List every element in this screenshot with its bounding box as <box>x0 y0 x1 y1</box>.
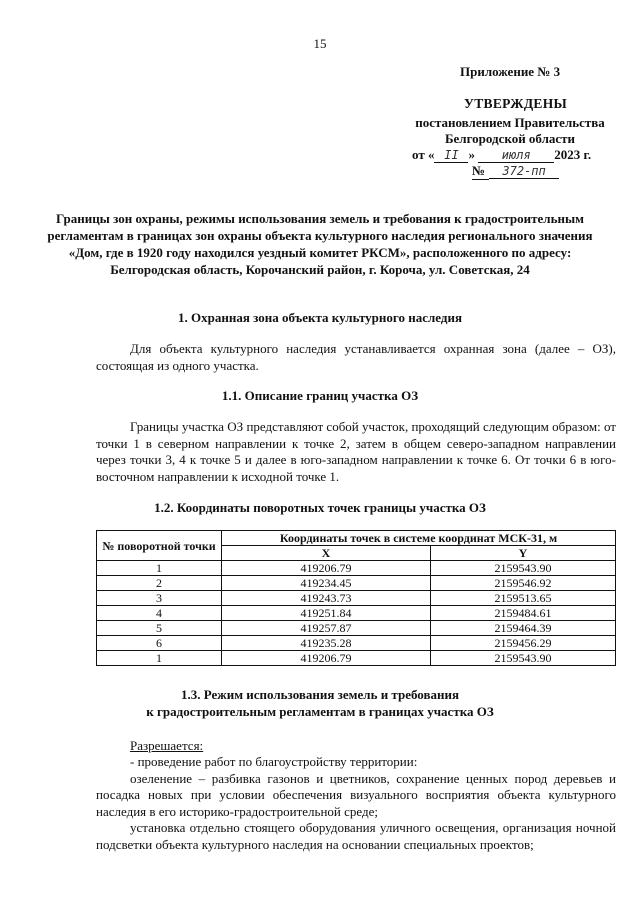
cell-y: 2159456.29 <box>431 636 616 651</box>
cell-y: 2159543.90 <box>431 651 616 666</box>
permitted-item: установка отдельно стоящего оборудования уличного освещения, организация ночной подсветки объекта культурного наследия на основании специальных проектов; <box>96 820 616 852</box>
number-value: 372-пп <box>489 164 559 179</box>
approval-number <box>472 163 559 180</box>
date-month: июля <box>478 148 554 163</box>
page-number: 15 <box>313 36 327 51</box>
permitted-label: Разрешается: <box>130 738 204 753</box>
date-day: II <box>434 148 468 163</box>
cell-x: 419257.87 <box>222 621 431 636</box>
table-row <box>97 621 616 636</box>
cell-n: 1 <box>97 651 222 666</box>
permitted-item: озеленение – разбивка газонов и цветников, сохранение ценных пород деревьев и посадка новых при условии обеспечения визуального восприятия объекта культурного наследия в его историко-градостроительной среде; <box>96 770 616 819</box>
approval-title: УТВЕРЖДЕНЫ <box>464 96 568 111</box>
cell-y: 2159546.92 <box>431 576 616 591</box>
permitted-item: - проведение работ по благоустройству территории: <box>130 754 418 769</box>
approval-date <box>412 147 591 163</box>
table-row <box>97 651 616 666</box>
section-1-text: Для объекта культурного наследия устанавливается охранная зона (далее – ОЗ), состоящая из одного участка. <box>96 341 616 373</box>
cell-n: 5 <box>97 621 222 636</box>
cell-y: 2159484.61 <box>431 606 616 621</box>
table-row <box>97 576 616 591</box>
cell-x: 419206.79 <box>222 651 431 666</box>
table-row <box>97 636 616 651</box>
header-x: X <box>222 546 431 561</box>
cell-y: 2159543.90 <box>431 561 616 576</box>
date-mid: » <box>468 147 475 162</box>
header-y: Y <box>431 546 616 561</box>
date-year: 2023 г. <box>554 147 592 162</box>
section-1-3-heading-line-2: к градостроительным регламентам в границах участка ОЗ <box>146 704 494 719</box>
cell-x: 419235.28 <box>222 636 431 651</box>
section-1-1-text: Границы участка ОЗ представляют собой участок, проходящий следующим образом: от точки 1 в северном направлении к точке 2, затем в общем северо-западном направлении через точки 3, 4 к точке 5 и далее в юго-западном направлении к точке 6. От точки 6 в юго-восточном направлении к исходной точке 1. <box>96 419 616 484</box>
coordinates-table <box>96 530 616 666</box>
document-title: Границы зон охраны, режимы использования земель и требования к градостроительным регламентам в границах зон охраны объекта культурного наследия регионального значения «Дом, где в 1920 году находился уездный комитет РКСМ», расположенного по адресу: Белгородская область, Корочанский район, г. Короча, ул. Советская, 24 <box>47 211 593 277</box>
cell-y: 2159464.39 <box>431 621 616 636</box>
section-1-3-heading <box>0 686 640 720</box>
approval-line-1: постановлением Правительства <box>415 115 605 130</box>
section-1-3-heading-line-1: 1.3. Режим использования земель и требования <box>180 687 460 702</box>
section-1-heading: 1. Охранная зона объекта культурного наследия <box>178 310 462 325</box>
cell-n: 3 <box>97 591 222 606</box>
cell-x: 419243.73 <box>222 591 431 606</box>
cell-n: 6 <box>97 636 222 651</box>
cell-n: 2 <box>97 576 222 591</box>
cell-n: 1 <box>97 561 222 576</box>
section-1-1-heading: 1.1. Описание границ участка ОЗ <box>221 388 419 403</box>
permitted-list <box>96 754 616 853</box>
cell-n: 4 <box>97 606 222 621</box>
cell-y: 2159513.65 <box>431 591 616 606</box>
approval-line-2: Белгородской области <box>444 131 576 146</box>
appendix-label: Приложение № 3 <box>460 64 561 79</box>
coordinates-rows <box>97 561 616 666</box>
cell-x: 419251.84 <box>222 606 431 621</box>
header-coordinates: Координаты точек в системе координат МСК-31, м <box>222 531 616 546</box>
cell-x: 419206.79 <box>222 561 431 576</box>
table-row <box>97 561 616 576</box>
table-row <box>97 606 616 621</box>
section-1-2-heading: 1.2. Координаты поворотных точек границы участка ОЗ <box>154 500 486 515</box>
date-prefix: от « <box>412 147 435 162</box>
cell-x: 419234.45 <box>222 576 431 591</box>
header-point-number: № поворотной точки <box>97 531 222 561</box>
number-prefix: № <box>472 163 489 180</box>
table-row <box>97 591 616 606</box>
